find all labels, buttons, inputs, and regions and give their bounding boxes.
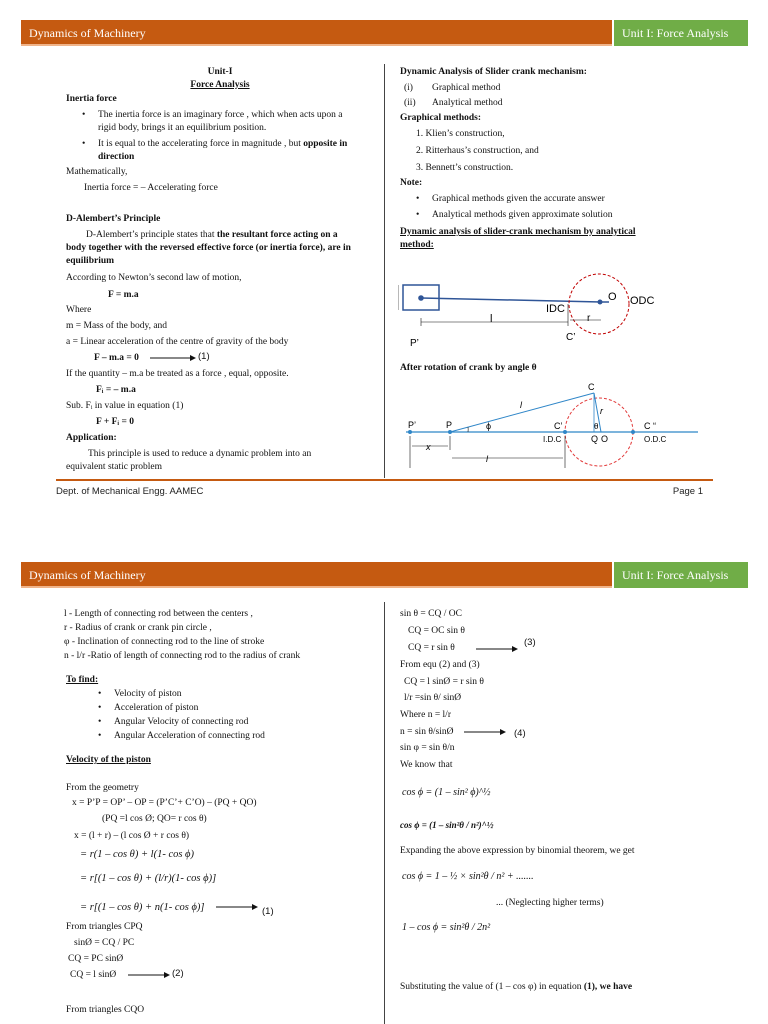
def-n: n - l/r -Ratio of length of connecting rod to the radius of crank xyxy=(64,651,301,661)
c-label: C xyxy=(588,382,595,392)
arrow-icon xyxy=(476,645,518,653)
page-header xyxy=(21,20,748,46)
dynamic-analysis-heading: Dynamic Analysis of Slider crank mechanism: xyxy=(400,67,587,77)
rotation-figure xyxy=(398,378,728,470)
f-ma-zero-equation: F – m.a = 0 xyxy=(94,353,139,363)
header-title: Dynamics of Machinery xyxy=(29,26,146,40)
n-equation: n = sin θ/sinØ xyxy=(400,727,454,737)
graphical-method-2: 2. Ritterhaus’s construction, and xyxy=(416,146,539,156)
unit-subtitle: Force Analysis xyxy=(190,80,250,90)
idc-label: IDC xyxy=(546,303,565,315)
arrow-icon xyxy=(216,903,258,911)
inertia-bullet-2a: • It is equal to the accelerating force in magnitude , but opposite in xyxy=(98,138,347,151)
unit-title: Unit-I xyxy=(207,67,233,77)
header-title: Dynamics of Machinery xyxy=(29,568,146,582)
c-prime-label: C’ xyxy=(566,332,576,343)
substitute-text: Sub. Fᵢ in value in equation (1) xyxy=(66,401,184,411)
equation-number-4: (4) xyxy=(514,728,526,739)
x-label: x xyxy=(426,442,431,452)
f-fi-equation: F + Fᵢ = 0 xyxy=(96,417,135,427)
cq-l-equation: CQ = l sinØ xyxy=(70,970,117,980)
inertia-bullet-1a: • The inertia force is an imaginary force , which when acts upon a xyxy=(98,109,343,122)
cq-combined-equation: CQ = l sinØ = r sin θ xyxy=(404,677,484,687)
triangle-cpq-text: From triangles CPQ xyxy=(66,922,143,932)
arrow-icon xyxy=(464,728,506,736)
o-label: O xyxy=(608,291,617,303)
neglecting-text: ... (Neglecting higher terms) xyxy=(496,898,604,908)
def-r: r - Radius of crank or crank pin circle , xyxy=(64,623,212,633)
find-item-1: • Velocity of piston xyxy=(114,688,182,701)
phi-label: ϕ xyxy=(486,421,492,431)
x-equation-6: = r[(1 – cos θ) + n(1- cos ϕ)] xyxy=(80,902,205,913)
l-label: l xyxy=(490,313,493,325)
def-phi: φ - Inclination of connecting rod to the line of stroke xyxy=(64,637,265,647)
mathematically-text: Mathematically, xyxy=(66,167,128,177)
cos-equation-2: cos ϕ = (1 – sin²θ / n²)^½ xyxy=(400,820,494,830)
expanding-text: Expanding the above expression by binomial theorem, we get xyxy=(400,846,635,856)
cq-pc-equation: CQ = PC sinØ xyxy=(68,954,124,964)
mass-definition: m = Mass of the body, and xyxy=(66,321,168,331)
analytical-heading-2: method: xyxy=(400,240,434,250)
header-unit: Unit I: Force Analysis xyxy=(612,562,748,588)
method-2-number: (ii) xyxy=(404,98,416,108)
where-text: Where xyxy=(66,305,92,315)
cq-r-equation: CQ = r sin θ xyxy=(408,643,455,653)
l-label: l xyxy=(520,400,522,410)
method-1-number: (i) xyxy=(404,83,413,93)
application-line-2: equivalent static problem xyxy=(66,462,163,472)
p-prime-label: P’ xyxy=(408,420,417,430)
cq-oc-equation: CQ = OC sin θ xyxy=(408,626,465,636)
cos-equation-1: cos ϕ = (1 – sin² ϕ)^½ xyxy=(402,787,491,798)
x-equation-3: x = (l + r) – (l cos Ø + r cos θ) xyxy=(74,831,190,841)
r-label: r xyxy=(600,406,603,416)
triangle-cqo-text: From triangles CQO xyxy=(66,1005,145,1015)
x-equation-1: x = P’P = OP’ – OP = (P’C’+ C’O) – (PQ + QO) xyxy=(72,798,257,808)
analytical-heading-1: Dynamic analysis of slider-crank mechanism by analytical xyxy=(400,227,636,237)
graphical-method-1: 1. Klien’s construction, xyxy=(416,129,505,139)
dalembert-heading: D-Alembert’s Principle xyxy=(66,214,161,224)
from-geometry: From the geometry xyxy=(66,783,139,793)
inertia-bullet-1b: rigid body, brings it an equilibrium position. xyxy=(98,123,267,133)
odc-label: ODC xyxy=(630,295,655,307)
page-2 xyxy=(0,512,768,1024)
application-heading: Application: xyxy=(66,433,117,443)
application-line-1: This principle is used to reduce a dynamic problem into an xyxy=(88,449,312,459)
dalembert-line-1: D-Alembert’s principle states that the resultant force acting on a xyxy=(86,230,338,240)
p-prime-label: P’ xyxy=(410,338,419,349)
equation-number-1: (1) xyxy=(198,351,210,362)
inertia-bullet-2b: direction xyxy=(98,152,135,162)
find-item-2: • Acceleration of piston xyxy=(114,702,198,715)
x-equation-2: (PQ =l cos Ø; QO= r cos θ) xyxy=(102,814,207,824)
c-prime-label: C’ xyxy=(554,421,563,431)
substituting-text: Substituting the value of (1 – cos φ) in equation (1), we have xyxy=(400,982,633,992)
column-divider xyxy=(384,64,385,478)
equation-number-1: (1) xyxy=(262,906,274,917)
method-2: Analytical method xyxy=(432,98,503,108)
p-label: P xyxy=(446,420,453,430)
footer-dept: Dept. of Mechanical Engg. AAMEC xyxy=(56,486,204,497)
idc-label: I.D.C xyxy=(543,435,562,444)
sin-phi-equation: sinØ = CQ / PC xyxy=(74,938,135,948)
where-n-text: Where n = l/r xyxy=(400,710,451,720)
footer-page: Page 1 xyxy=(672,486,703,497)
header-unit: Unit I: Force Analysis xyxy=(612,20,748,46)
column-divider xyxy=(384,602,385,1024)
c-double-prime-label: C “ xyxy=(644,421,656,431)
theta-label: θ xyxy=(594,422,599,431)
graphical-method-3: 3. Bennett’s construction. xyxy=(416,163,514,173)
dalembert-line-2: body together with the reversed effective force (or inertia force), are in xyxy=(66,243,351,253)
acceleration-definition: a = Linear acceleration of the centre of gravity of the body xyxy=(66,337,289,347)
method-1: Graphical method xyxy=(432,83,501,93)
equation-number-3: (3) xyxy=(524,637,536,648)
cos-equation-3: cos ϕ = 1 – ½ × sin²θ / n² + ....... xyxy=(402,871,534,882)
slider-crank-figure xyxy=(398,258,728,358)
graphical-methods-heading: Graphical methods: xyxy=(400,113,482,123)
o-label: O xyxy=(601,434,609,444)
quantity-text: If the quantity – m.a be treated as a force , equal, opposite. xyxy=(66,369,289,379)
note-2: • Analytical methods given approximate solution xyxy=(432,209,612,222)
find-item-4: • Angular Acceleration of connecting rod xyxy=(114,730,265,743)
velocity-heading: Velocity of the piston xyxy=(66,755,151,765)
arrow-icon xyxy=(128,971,170,979)
r-label: r xyxy=(587,313,591,324)
page-header xyxy=(21,562,748,588)
inertia-equation: Inertia force = – Accelerating force xyxy=(84,183,218,193)
dalembert-line-3: equilibrium xyxy=(66,256,115,266)
sin-phi-n-equation: sin φ = sin θ/n xyxy=(400,743,455,753)
q-label: Q xyxy=(591,434,599,444)
from-equations-text: From equ (2) and (3) xyxy=(400,660,480,670)
equation-number-2: (2) xyxy=(172,968,184,979)
inertia-heading: Inertia force xyxy=(66,94,117,104)
find-item-3: • Angular Velocity of connecting rod xyxy=(114,716,248,729)
l2-label: l xyxy=(486,454,488,464)
note-heading: Note: xyxy=(400,178,423,188)
def-l: l - Length of connecting rod between the centers , xyxy=(64,609,253,619)
l-over-r-equation: l/r =sin θ/ sinØ xyxy=(404,693,462,703)
odc-label: O.D.C xyxy=(644,435,667,444)
cos-equation-4: 1 – cos ϕ = sin²θ / 2n² xyxy=(402,922,491,933)
to-find-heading: To find: xyxy=(66,675,99,685)
newton-text: According to Newton’s second law of motion, xyxy=(66,273,242,283)
f-ma-equation: F = m.a xyxy=(108,290,139,300)
after-rotation-heading: After rotation of crank by angle θ xyxy=(400,363,537,373)
arrow-icon xyxy=(150,354,196,362)
sin-theta-equation: sin θ = CQ / OC xyxy=(400,609,462,619)
footer-rule xyxy=(56,479,713,481)
x-equation-4: = r(1 – cos θ) + l(1- cos ϕ) xyxy=(80,849,194,860)
note-1: • Graphical methods given the accurate answer xyxy=(432,193,605,206)
we-know-text: We know that xyxy=(400,760,453,770)
fi-equation: Fᵢ = – m.a xyxy=(96,385,136,395)
x-equation-5: = r[(1 – cos θ) + (l/r)(1- cos ϕ)] xyxy=(80,873,217,884)
